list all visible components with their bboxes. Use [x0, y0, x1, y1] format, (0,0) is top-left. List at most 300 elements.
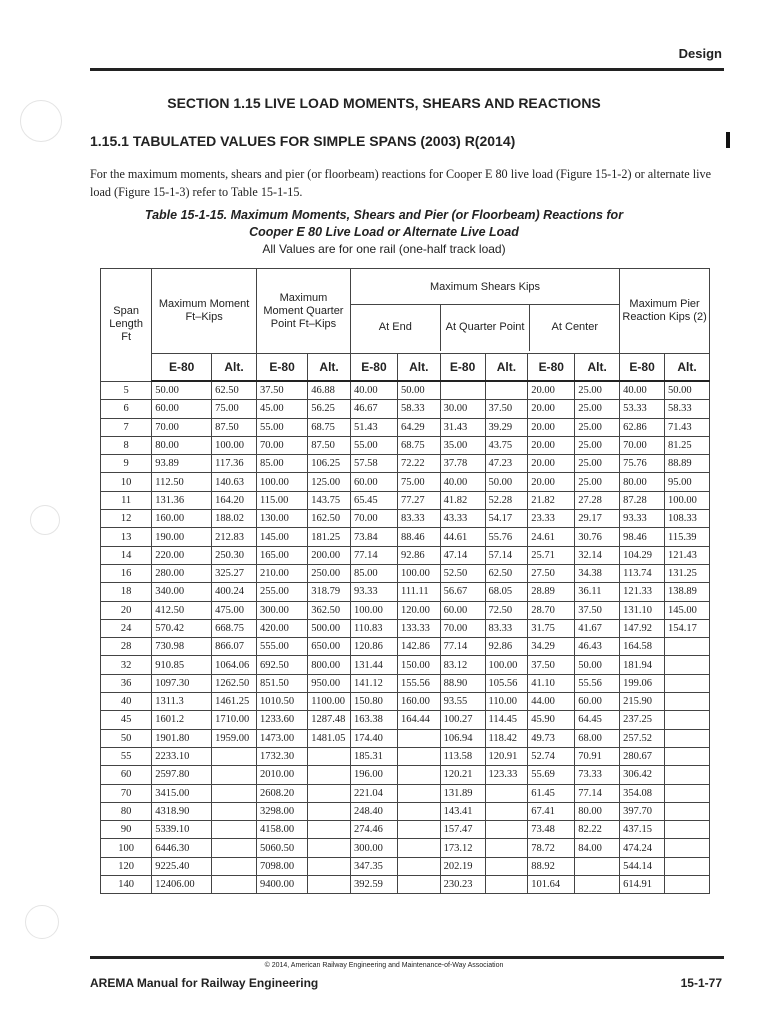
- table-cell: 474.24: [620, 839, 665, 857]
- table-cell: 100.00: [397, 564, 440, 582]
- table-cell: 62.86: [620, 418, 665, 436]
- table-cell: 40.00: [350, 381, 397, 400]
- table-row: [101, 491, 710, 509]
- span-length-cell: 45: [101, 711, 152, 729]
- table-cell: 1901.80: [152, 729, 212, 747]
- table-cell: 55.56: [575, 674, 620, 692]
- table-cell: 31.43: [440, 418, 485, 436]
- table-cell: 274.46: [350, 821, 397, 839]
- table-cell: 58.33: [665, 400, 710, 418]
- table-cell: 32.14: [575, 546, 620, 564]
- col-header-shears: [350, 269, 619, 354]
- table-cell: 910.85: [152, 656, 212, 674]
- table-row: [101, 674, 710, 692]
- table-cell: 1010.50: [256, 693, 307, 711]
- table-cell: 362.50: [308, 601, 351, 619]
- table-cell: 143.75: [308, 491, 351, 509]
- footer-copyright: © 2014, American Railway Engineering and Maintenance-of-Way Association: [264, 962, 504, 969]
- table-cell: 21.82: [528, 491, 575, 509]
- table-cell: 131.10: [620, 601, 665, 619]
- span-length-cell: 50: [101, 729, 152, 747]
- table-cell: 71.43: [665, 418, 710, 436]
- table-cell: 147.92: [620, 619, 665, 637]
- table-cell: 163.38: [350, 711, 397, 729]
- table-cell: [665, 821, 710, 839]
- table-cell: 154.17: [665, 619, 710, 637]
- table-cell: 88.92: [528, 857, 575, 875]
- table-cell: 162.50: [308, 510, 351, 528]
- table-cell: [212, 802, 257, 820]
- table-cell: 25.00: [575, 455, 620, 473]
- table-cell: 4318.90: [152, 802, 212, 820]
- table-cell: 70.00: [350, 510, 397, 528]
- table-cell: 55.00: [256, 418, 307, 436]
- table-cell: [308, 802, 351, 820]
- table-cell: 83.12: [440, 656, 485, 674]
- table-cell: 237.25: [620, 711, 665, 729]
- table-cell: 9225.40: [152, 857, 212, 875]
- table-cell: 95.00: [665, 473, 710, 491]
- table-cell: 196.00: [350, 766, 397, 784]
- table-cell: [665, 876, 710, 894]
- revision-change-bar: [726, 132, 730, 148]
- table-cell: [397, 839, 440, 857]
- table-cell: [397, 802, 440, 820]
- table-cell: 437.15: [620, 821, 665, 839]
- table-cell: 73.33: [575, 766, 620, 784]
- table-row: [101, 729, 710, 747]
- table-cell: 100.00: [665, 491, 710, 509]
- table-cell: [397, 766, 440, 784]
- table-cell: 1097.30: [152, 674, 212, 692]
- table-cell: 5060.50: [256, 839, 307, 857]
- table-cell: 181.25: [308, 528, 351, 546]
- table-cell: 55.00: [350, 436, 397, 454]
- table-cell: 354.08: [620, 784, 665, 802]
- table-cell: [397, 821, 440, 839]
- table-cell: 100.00: [485, 656, 528, 674]
- footer-rule: [90, 956, 724, 959]
- table-cell: 92.86: [397, 546, 440, 564]
- table-cell: [575, 876, 620, 894]
- table-cell: 1262.50: [212, 674, 257, 692]
- table-cell: 50.00: [397, 381, 440, 400]
- table-cell: 68.75: [397, 436, 440, 454]
- table-cell: [485, 784, 528, 802]
- subheader-e80: E-80: [256, 354, 307, 382]
- table-cell: 555.00: [256, 638, 307, 656]
- table-cell: 60.00: [152, 400, 212, 418]
- subheader-e80: E-80: [528, 354, 575, 382]
- table-cell: 34.38: [575, 564, 620, 582]
- table-cell: 87.50: [212, 418, 257, 436]
- table-cell: 82.22: [575, 821, 620, 839]
- footer-manual-title: AREMA Manual for Railway Engineering: [90, 976, 319, 990]
- subheader-e80: E-80: [620, 354, 665, 382]
- table-cell: 39.29: [485, 418, 528, 436]
- table-row: [101, 400, 710, 418]
- subheader-alt: Alt.: [575, 354, 620, 382]
- span-length-cell: 55: [101, 747, 152, 765]
- table-cell: [485, 839, 528, 857]
- table-cell: 77.14: [575, 784, 620, 802]
- table-cell: 131.25: [665, 564, 710, 582]
- table-cell: 131.89: [440, 784, 485, 802]
- table-cell: 1732.30: [256, 747, 307, 765]
- table-cell: 64.29: [397, 418, 440, 436]
- span-length-cell: 5: [101, 381, 152, 400]
- table-cell: 1601.2: [152, 711, 212, 729]
- table-cell: 54.17: [485, 510, 528, 528]
- span-length-cell: 12: [101, 510, 152, 528]
- table-cell: 61.45: [528, 784, 575, 802]
- table-cell: 100.27: [440, 711, 485, 729]
- table-cell: 115.00: [256, 491, 307, 509]
- span-length-cell: 120: [101, 857, 152, 875]
- table-cell: 88.46: [397, 528, 440, 546]
- table-cell: 397.70: [620, 802, 665, 820]
- table-cell: 37.50: [575, 601, 620, 619]
- table-cell: 210.00: [256, 564, 307, 582]
- span-length-cell: 16: [101, 564, 152, 582]
- table-cell: 23.33: [528, 510, 575, 528]
- table-cell: 93.33: [620, 510, 665, 528]
- table-cell: [212, 839, 257, 857]
- table-row: [101, 528, 710, 546]
- table-cell: 6446.30: [152, 839, 212, 857]
- table-cell: 131.36: [152, 491, 212, 509]
- table-cell: [308, 821, 351, 839]
- table-cell: 120.86: [350, 638, 397, 656]
- table-row: [101, 693, 710, 711]
- table-cell: 25.71: [528, 546, 575, 564]
- table-cell: [308, 839, 351, 857]
- table-cell: [212, 876, 257, 894]
- table-cell: [212, 766, 257, 784]
- table-cell: [665, 711, 710, 729]
- table-row: [101, 564, 710, 582]
- span-length-cell: 14: [101, 546, 152, 564]
- table-cell: 2010.00: [256, 766, 307, 784]
- table-cell: 20.00: [528, 455, 575, 473]
- table-cell: 50.00: [665, 381, 710, 400]
- span-length-cell: 70: [101, 784, 152, 802]
- table-cell: 36.11: [575, 583, 620, 601]
- table-cell: 40.00: [440, 473, 485, 491]
- table-cell: 53.33: [620, 400, 665, 418]
- table-cell: 47.14: [440, 546, 485, 564]
- section-title: SECTION 1.15 LIVE LOAD MOMENTS, SHEARS AND REACTIONS: [167, 95, 601, 111]
- span-length-cell: 6: [101, 400, 152, 418]
- subheader-alt: Alt.: [212, 354, 257, 382]
- binder-hole-mark: [30, 505, 60, 535]
- table-cell: 123.33: [485, 766, 528, 784]
- table-cell: 88.89: [665, 455, 710, 473]
- table-cell: 3415.00: [152, 784, 212, 802]
- table-cell: 400.24: [212, 583, 257, 601]
- table-row: [101, 455, 710, 473]
- table-cell: 340.00: [152, 583, 212, 601]
- table-cell: 57.58: [350, 455, 397, 473]
- table-row: [101, 839, 710, 857]
- table-cell: 250.00: [308, 564, 351, 582]
- table-cell: 155.56: [397, 674, 440, 692]
- table-cell: 250.30: [212, 546, 257, 564]
- table-row: [101, 857, 710, 875]
- table-cell: 108.33: [665, 510, 710, 528]
- subheader-alt: Alt.: [397, 354, 440, 382]
- table-cell: 72.50: [485, 601, 528, 619]
- table-cell: 851.50: [256, 674, 307, 692]
- table-cell: 56.67: [440, 583, 485, 601]
- table-cell: 150.00: [397, 656, 440, 674]
- table-cell: 145.00: [256, 528, 307, 546]
- table-cell: 113.74: [620, 564, 665, 582]
- table-cell: 27.50: [528, 564, 575, 582]
- table-cell: 35.00: [440, 436, 485, 454]
- table-cell: 31.75: [528, 619, 575, 637]
- table-row: [101, 638, 710, 656]
- subheader-e80: E-80: [440, 354, 485, 382]
- table-cell: 87.50: [308, 436, 351, 454]
- table-cell: 30.76: [575, 528, 620, 546]
- table-cell: 125.00: [308, 473, 351, 491]
- table-cell: 70.00: [620, 436, 665, 454]
- table-cell: 101.64: [528, 876, 575, 894]
- table-cell: 131.44: [350, 656, 397, 674]
- table-cell: 5339.10: [152, 821, 212, 839]
- table-cell: 221.04: [350, 784, 397, 802]
- table-cell: 20.00: [528, 436, 575, 454]
- table-cell: 1710.00: [212, 711, 257, 729]
- table-cell: 133.33: [397, 619, 440, 637]
- span-length-cell: 13: [101, 528, 152, 546]
- subheader-e80: E-80: [152, 354, 212, 382]
- table-cell: 20.00: [528, 473, 575, 491]
- table-cell: 112.50: [152, 473, 212, 491]
- table-cell: 57.14: [485, 546, 528, 564]
- table-row: [101, 747, 710, 765]
- table-cell: 93.55: [440, 693, 485, 711]
- table-cell: 68.00: [575, 729, 620, 747]
- table-cell: 280.67: [620, 747, 665, 765]
- table-cell: 300.00: [256, 601, 307, 619]
- table-cell: 56.25: [308, 400, 351, 418]
- table-cell: 73.84: [350, 528, 397, 546]
- table-caption: Table 15-1-15. Maximum Moments, Shears and Pier (or Floorbeam) Reactions for: [144, 208, 624, 222]
- span-length-cell: 28: [101, 638, 152, 656]
- table-cell: [665, 674, 710, 692]
- span-length-cell: 20: [101, 601, 152, 619]
- table-cell: 70.00: [440, 619, 485, 637]
- table-cell: 544.14: [620, 857, 665, 875]
- table-cell: [485, 876, 528, 894]
- table-cell: 1064.06: [212, 656, 257, 674]
- table-cell: 121.43: [665, 546, 710, 564]
- table-cell: 142.86: [397, 638, 440, 656]
- table-cell: [665, 802, 710, 820]
- table-cell: 202.19: [440, 857, 485, 875]
- table-cell: 25.00: [575, 418, 620, 436]
- table-cell: 20.00: [528, 381, 575, 400]
- table-cell: 85.00: [350, 564, 397, 582]
- table-cell: 37.50: [485, 400, 528, 418]
- table-cell: [485, 381, 528, 400]
- table-cell: 145.00: [665, 601, 710, 619]
- table-cell: 60.00: [440, 601, 485, 619]
- table-cell: 110.83: [350, 619, 397, 637]
- table-cell: 143.41: [440, 802, 485, 820]
- table-cell: 730.98: [152, 638, 212, 656]
- table-cell: 41.10: [528, 674, 575, 692]
- col-header-quarter-point-moment: Maximum Moment Quarter Point Ft–Kips: [256, 269, 350, 354]
- table-cell: 100.00: [256, 473, 307, 491]
- col-header-at-end: At End: [351, 305, 441, 351]
- table-cell: 1959.00: [212, 729, 257, 747]
- intro-paragraph: For the maximum moments, shears and pier (or floorbeam) reactions for Cooper E 80 live load (Figure 15-1-2) or alternate live load (Figure 15-1-3) refer to Table 15-1-15.: [90, 167, 712, 199]
- table-row: [101, 601, 710, 619]
- table-cell: 650.00: [308, 638, 351, 656]
- table-cell: 75.00: [397, 473, 440, 491]
- table-caption-note: All Values are for one rail (one-half track load): [262, 242, 506, 256]
- table-cell: 98.46: [620, 528, 665, 546]
- table-row: [101, 656, 710, 674]
- table-cell: 92.86: [485, 638, 528, 656]
- table-cell: [665, 766, 710, 784]
- table-cell: 106.25: [308, 455, 351, 473]
- binder-hole-mark: [25, 905, 59, 939]
- table-row: [101, 821, 710, 839]
- table-cell: 60.00: [350, 473, 397, 491]
- table-cell: 75.00: [212, 400, 257, 418]
- table-cell: [485, 802, 528, 820]
- table-cell: 104.29: [620, 546, 665, 564]
- table-cell: [665, 693, 710, 711]
- table-cell: 34.29: [528, 638, 575, 656]
- table-cell: 120.00: [397, 601, 440, 619]
- table-caption-line2: Cooper E 80 Live Load or Alternate Live Load: [249, 225, 519, 239]
- table-cell: [665, 839, 710, 857]
- table-cell: 29.17: [575, 510, 620, 528]
- table-cell: 306.42: [620, 766, 665, 784]
- span-length-cell: 24: [101, 619, 152, 637]
- table-cell: 43.75: [485, 436, 528, 454]
- table-cell: [575, 857, 620, 875]
- table-cell: 70.00: [152, 418, 212, 436]
- table-cell: [308, 784, 351, 802]
- span-length-cell: 36: [101, 674, 152, 692]
- table-cell: 668.75: [212, 619, 257, 637]
- span-length-cell: 100: [101, 839, 152, 857]
- table-cell: 255.00: [256, 583, 307, 601]
- table-cell: 50.00: [152, 381, 212, 400]
- span-length-cell: 10: [101, 473, 152, 491]
- table-cell: 347.35: [350, 857, 397, 875]
- table-cell: 105.56: [485, 674, 528, 692]
- table-cell: [665, 784, 710, 802]
- table-cell: 80.00: [575, 802, 620, 820]
- table-cell: 25.00: [575, 381, 620, 400]
- table-cell: 113.58: [440, 747, 485, 765]
- table-cell: 1233.60: [256, 711, 307, 729]
- table-cell: [665, 656, 710, 674]
- table-cell: 62.50: [485, 564, 528, 582]
- span-length-cell: 90: [101, 821, 152, 839]
- table-cell: 70.00: [256, 436, 307, 454]
- table-cell: 41.82: [440, 491, 485, 509]
- table-cell: 1461.25: [212, 693, 257, 711]
- table-cell: 121.33: [620, 583, 665, 601]
- table-cell: 58.33: [397, 400, 440, 418]
- table-row: [101, 619, 710, 637]
- table-cell: 46.88: [308, 381, 351, 400]
- table-cell: 68.75: [308, 418, 351, 436]
- table-cell: 120.21: [440, 766, 485, 784]
- header-section-label: Design: [678, 46, 722, 61]
- table-cell: 77.27: [397, 491, 440, 509]
- table-cell: [308, 857, 351, 875]
- table-cell: 67.41: [528, 802, 575, 820]
- table-cell: 50.00: [485, 473, 528, 491]
- span-length-cell: 11: [101, 491, 152, 509]
- table-cell: 230.23: [440, 876, 485, 894]
- span-length-cell: 32: [101, 656, 152, 674]
- span-length-cell: 40: [101, 693, 152, 711]
- table-cell: 475.00: [212, 601, 257, 619]
- table-cell: 200.00: [308, 546, 351, 564]
- table-cell: 45.00: [256, 400, 307, 418]
- span-length-cell: 60: [101, 766, 152, 784]
- table-cell: [665, 729, 710, 747]
- table-cell: 60.00: [575, 693, 620, 711]
- col-header-pier-reaction: Maximum Pier Reaction Kips (2): [620, 269, 710, 354]
- subheader-alt: Alt.: [308, 354, 351, 382]
- table-cell: 28.89: [528, 583, 575, 601]
- table-cell: 114.45: [485, 711, 528, 729]
- table-cell: 64.45: [575, 711, 620, 729]
- table-cell: 25.00: [575, 400, 620, 418]
- table-cell: [440, 381, 485, 400]
- table-cell: 866.07: [212, 638, 257, 656]
- table-cell: 93.33: [350, 583, 397, 601]
- table-cell: 106.94: [440, 729, 485, 747]
- table-row: [101, 510, 710, 528]
- table-cell: 1473.00: [256, 729, 307, 747]
- table-cell: 81.25: [665, 436, 710, 454]
- values-table-wrapper: [100, 268, 710, 894]
- col-header-span: Span Length Ft: [101, 269, 152, 382]
- table-cell: 318.79: [308, 583, 351, 601]
- table-cell: 117.36: [212, 455, 257, 473]
- table-cell: 138.89: [665, 583, 710, 601]
- table-cell: [485, 821, 528, 839]
- table-cell: 157.47: [440, 821, 485, 839]
- table-cell: 25.00: [575, 436, 620, 454]
- table-cell: 77.14: [350, 546, 397, 564]
- subheader-alt: Alt.: [485, 354, 528, 382]
- table-row: [101, 473, 710, 491]
- table-cell: 115.39: [665, 528, 710, 546]
- table-cell: 75.76: [620, 455, 665, 473]
- table-row: [101, 546, 710, 564]
- table-cell: 164.44: [397, 711, 440, 729]
- table-cell: 49.73: [528, 729, 575, 747]
- table-cell: 68.05: [485, 583, 528, 601]
- span-length-cell: 140: [101, 876, 152, 894]
- table-cell: 165.00: [256, 546, 307, 564]
- table-cell: 28.70: [528, 601, 575, 619]
- table-cell: 37.78: [440, 455, 485, 473]
